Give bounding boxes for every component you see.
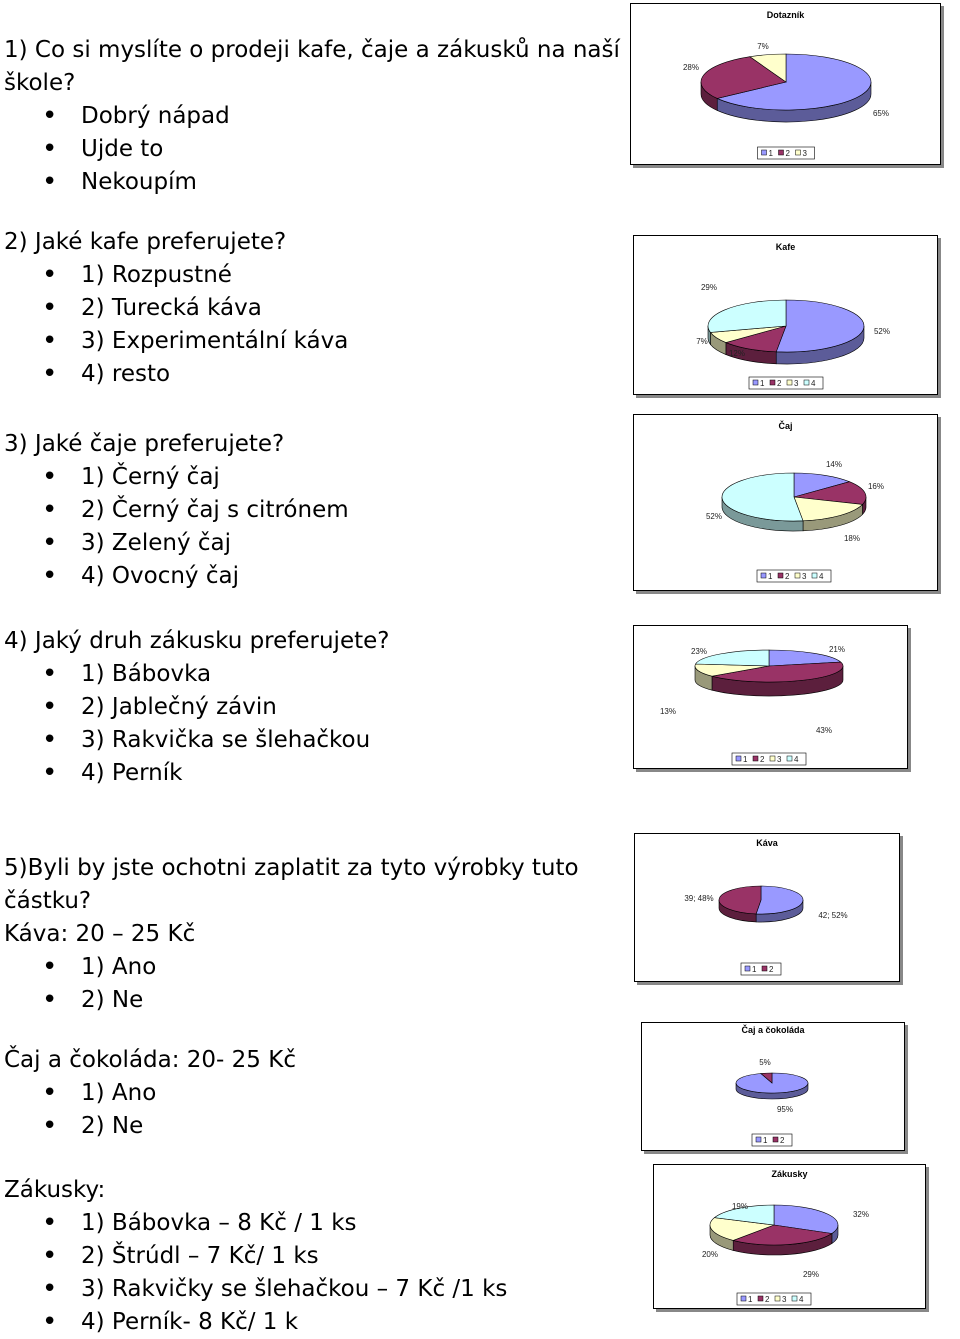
legend-swatch [736,756,741,761]
question-title: Zákusky: [4,1177,106,1203]
legend-swatch [792,1296,797,1301]
legend-label: 1 [760,379,765,388]
data-label: 29% [700,283,718,292]
question-title: 2) Jaké kafe preferujete? [4,229,287,255]
legend-swatch [775,1296,780,1301]
answer-list [4,1207,507,1339]
pie-chart [634,626,907,768]
question-title: 4) Jaký druh zákusku preferujete? [4,628,390,654]
data-label: 7% [757,42,769,51]
legend-swatch [756,1137,761,1142]
question-subtitle: Káva: 20 – 25 Kč [4,921,196,947]
legend-swatch [770,756,775,761]
data-label: 23% [690,647,708,656]
data-label: 29% [802,1270,820,1279]
data-label: 43% [815,726,833,735]
data-label: 20% [701,1250,719,1259]
question-title: 5)Byli by jste ochotni zaplatit za tyto výrobky tuto [4,855,579,881]
list-item: • 3) Rakvičky se šlehačkou – 7 Kč /1 ks [4,1273,507,1306]
pie-chart [654,1165,925,1308]
legend-swatch [787,380,792,385]
answer-list [4,1077,296,1143]
question-3 [4,428,349,593]
list-item: • 4) Perník- 8 Kč/ 1 k [4,1306,507,1339]
list-item: • 2) Štrúdl – 7 Kč/ 1 ks [4,1240,507,1273]
legend-swatch [762,966,767,971]
legend-swatch [741,1296,746,1301]
list-item: • Ujde to [4,133,620,166]
list-item: • 3) Rakvička se šlehačkou [4,724,389,757]
data-label: 95% [776,1105,794,1114]
question-2 [4,226,348,391]
question-title: 3) Jaké čaje preferujete? [4,431,285,457]
legend-swatch [796,150,801,155]
list-item: • 1) Černý čaj [4,461,349,494]
data-label: 28% [682,63,700,72]
data-label: 42; 52% [818,911,848,920]
chart-title: Čaj a čokoláda [741,1025,805,1035]
answer-list [4,100,620,199]
data-label: 12% [728,349,746,358]
legend-swatch [773,1137,778,1142]
chart-zakusky-preference [633,625,908,769]
chart-title: Zákusky [771,1169,808,1179]
legend-label: 3 [802,572,807,581]
data-label: 19% [731,1202,749,1211]
legend-label: 4 [799,1295,804,1304]
list-item: • 2) Ne [4,984,579,1017]
legend-label: 2 [785,572,790,581]
legend-swatch [795,573,800,578]
chart-dotaznik [630,3,941,165]
legend-label: 3 [777,755,782,764]
question-1 [4,34,620,199]
answer-list [4,951,579,1017]
chart-kafe [633,235,938,395]
legend-label: 3 [802,149,807,158]
legend-label: 1 [768,572,773,581]
chart-caj [633,414,938,591]
question-6 [4,1044,296,1143]
data-label: 65% [872,109,890,118]
legend-swatch [770,380,775,385]
data-label: 32% [852,1210,870,1219]
answer-list [4,658,389,790]
list-item: • 2) Jablečný závin [4,691,389,724]
list-item: • 1) Bábovka [4,658,389,691]
legend-swatch [778,573,783,578]
legend-swatch [761,573,766,578]
legend-label: 2 [765,1295,770,1304]
legend-swatch [812,573,817,578]
legend-swatch [753,380,758,385]
chart-kava [634,833,900,982]
answer-list [4,259,348,391]
legend-label: 1 [763,1136,768,1145]
list-item: • 4) resto [4,358,348,391]
legend-label: 2 [777,379,782,388]
list-item: • 3) Zelený čaj [4,527,349,560]
list-item: • 2) Ne [4,1110,296,1143]
list-item: • 4) Perník [4,757,389,790]
list-item: • Nekoupím [4,166,620,199]
data-label: 7% [696,337,708,346]
data-label: 13% [659,707,677,716]
pie-chart [635,834,899,981]
pie-chart [631,4,940,164]
list-item: • 2) Turecká káva [4,292,348,325]
question-title-continued: škole? [4,70,76,96]
list-item: • 1) Ano [4,1077,296,1110]
chart-caj-a-cokolada [641,1022,905,1151]
list-item: • 1) Ano [4,951,579,984]
legend-label: 4 [794,755,799,764]
legend-label: 3 [782,1295,787,1304]
legend-swatch [779,150,784,155]
legend-label: 3 [794,379,799,388]
legend-label: 2 [760,755,765,764]
answer-list [4,461,349,593]
chart-title: Kafe [775,242,796,252]
data-label: 21% [828,645,846,654]
legend-swatch [787,756,792,761]
data-label: 16% [867,482,885,491]
legend-label: 1 [743,755,748,764]
data-label: 39; 48% [684,894,714,903]
data-label: 14% [825,460,843,469]
question-title-continued: částku? [4,888,92,914]
legend-label: 1 [768,149,773,158]
legend-swatch [804,380,809,385]
legend-label: 4 [819,572,824,581]
legend-label: 4 [811,379,816,388]
list-item: • 3) Experimentální káva [4,325,348,358]
pie-chart [642,1023,904,1150]
data-label: 5% [759,1058,771,1067]
question-4 [4,625,389,790]
list-item: • 1) Rozpustné [4,259,348,292]
chart-title: Čaj [778,421,793,431]
pie-chart [634,236,937,394]
pie-chart [634,415,937,590]
legend-label: 2 [769,965,774,974]
data-label: 52% [873,327,891,336]
legend-swatch [762,150,767,155]
legend-label: 2 [780,1136,785,1145]
data-label: 18% [843,534,861,543]
question-title: 1) Co si myslíte o prodeji kafe, čaje a zákusků na naší [4,37,620,63]
question-5 [4,852,579,1017]
legend-label: 2 [785,149,790,158]
list-item: • 1) Bábovka – 8 Kč / 1 ks [4,1207,507,1240]
data-label: 52% [705,512,723,521]
legend-label: 1 [752,965,757,974]
list-item: • 2) Černý čaj s citrónem [4,494,349,527]
legend-label: 1 [748,1295,753,1304]
list-item: • Dobrý nápad [4,100,620,133]
legend-swatch [758,1296,763,1301]
legend-swatch [753,756,758,761]
question-7 [4,1174,507,1339]
chart-title: Káva [756,838,778,848]
list-item: • 4) Ovocný čaj [4,560,349,593]
question-title: Čaj a čokoláda: 20- 25 Kč [4,1047,296,1073]
chart-title: Dotazník [766,10,805,20]
legend-swatch [745,966,750,971]
chart-zakusky [653,1164,926,1309]
